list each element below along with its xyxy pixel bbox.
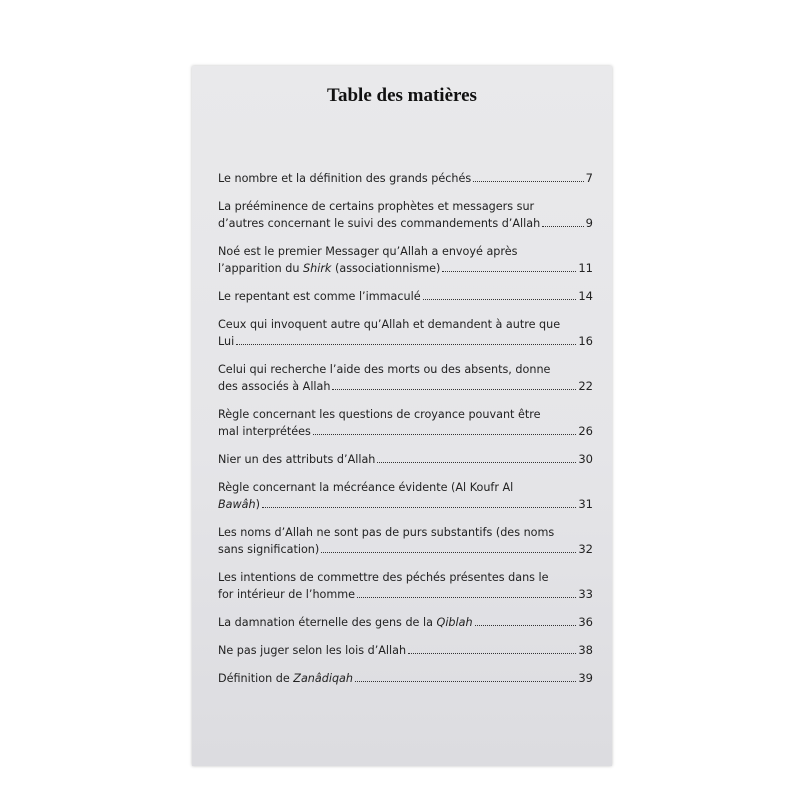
toc-entry — [218, 243, 593, 277]
book-page — [192, 66, 612, 766]
dot-leader — [542, 226, 583, 227]
toc-entry — [218, 524, 593, 558]
page-number: 33 — [578, 587, 593, 601]
toc-entry-title-line: Celui qui recherche l’aide des morts ou des absents, donne — [218, 363, 551, 376]
page-number: 22 — [578, 379, 593, 393]
page-number: 11 — [578, 261, 593, 275]
toc-entry-title-line: Les noms d’Allah ne sont pas de purs substantifs (des noms — [218, 526, 555, 539]
toc-entry-last-line — [218, 614, 593, 631]
toc-entry-text — [218, 170, 471, 187]
toc-entry-text — [218, 215, 540, 232]
toc-entry-text — [218, 642, 406, 659]
toc-entry-text — [218, 260, 440, 277]
toc-entry-text — [218, 541, 319, 558]
page-number: 26 — [578, 424, 593, 438]
toc-entry-text-part: l’apparition du — [218, 262, 304, 275]
toc-entry-text-part: mal interprétées — [218, 425, 311, 438]
page-number: 30 — [578, 452, 593, 466]
toc-entry-last-line — [218, 423, 593, 440]
dot-leader — [377, 462, 576, 463]
dot-leader — [332, 389, 576, 390]
toc-entry-last-line — [218, 215, 593, 232]
dot-leader — [408, 653, 576, 654]
page-number: 14 — [578, 289, 593, 303]
toc-entry-text — [218, 288, 421, 305]
dot-leader — [313, 434, 577, 435]
toc-entry-text — [218, 333, 234, 350]
toc-entry-last-line — [218, 642, 593, 659]
toc-entry-text-part: Le repentant est comme l’immaculé — [218, 290, 421, 303]
toc-list — [218, 170, 593, 698]
page-number: 9 — [585, 216, 593, 230]
toc-entry-text — [218, 496, 260, 513]
dot-leader — [321, 552, 576, 553]
toc-entry — [218, 316, 593, 350]
dot-leader — [355, 681, 576, 682]
toc-entry — [218, 451, 593, 468]
toc-entry-text-part: Ne pas juger selon les lois d’Allah — [218, 644, 407, 657]
toc-entry — [218, 406, 593, 440]
toc-entry-text-part: Définition de — [218, 672, 294, 685]
toc-entry-last-line — [218, 586, 593, 603]
dot-leader — [442, 271, 576, 272]
toc-entry-text-part: La damnation éternelle des gens de la — [218, 616, 437, 629]
toc-entry-last-line — [218, 541, 593, 558]
toc-entry-text-part: (associationnisme) — [331, 262, 441, 275]
toc-entry-last-line — [218, 288, 593, 305]
toc-entry-title-line: La prééminence de certains prophètes et messagers sur — [218, 200, 535, 213]
toc-entry-last-line — [218, 170, 593, 187]
toc-entry — [218, 614, 593, 631]
toc-entry-text — [218, 670, 353, 687]
toc-entry-text — [218, 451, 375, 468]
toc-entry-text-part: ) — [255, 498, 261, 511]
toc-entry — [218, 569, 593, 603]
toc-entry — [218, 642, 593, 659]
toc-entry — [218, 170, 593, 187]
toc-entry-text — [218, 378, 330, 395]
toc-entry-last-line — [218, 451, 593, 468]
page-number: 32 — [578, 542, 593, 556]
page-number: 31 — [578, 497, 593, 511]
toc-entry — [218, 198, 593, 232]
dot-leader — [473, 181, 583, 182]
dot-leader — [423, 299, 577, 300]
toc-entry — [218, 288, 593, 305]
dot-leader — [262, 507, 576, 508]
toc-entry-italic-term: Shirk — [303, 262, 332, 275]
page-number: 36 — [578, 615, 593, 629]
toc-entry-last-line — [218, 378, 593, 395]
toc-entry-text-part: Lui — [218, 335, 235, 348]
toc-entry-italic-term: Zanâdiqah — [293, 672, 354, 685]
toc-entry-text-part: d’autres concernant le suivi des commandements d’Allah — [218, 217, 541, 230]
toc-entry-italic-term: Qiblah — [436, 616, 473, 629]
page-title: Table des matières — [327, 85, 477, 106]
toc-entry-title-line: Règle concernant les questions de croyance pouvant être — [218, 408, 541, 421]
toc-entry-title-line: Les intentions de commettre des péchés présentes dans le — [218, 571, 549, 584]
toc-entry-italic-term: Bawâh — [218, 498, 256, 511]
toc-entry-last-line — [218, 260, 593, 277]
toc-entry-text-part: Nier un des attributs d’Allah — [218, 453, 376, 466]
toc-entry-title-line: Règle concernant la mécréance évidente (Al Koufr Al — [218, 481, 514, 494]
page-number: 38 — [578, 643, 593, 657]
toc-entry-last-line — [218, 670, 593, 687]
toc-entry — [218, 361, 593, 395]
page-number: 16 — [578, 334, 593, 348]
toc-entry-title-line: Noé est le premier Messager qu’Allah a envoyé après — [218, 245, 518, 258]
toc-entry-text-part: Le nombre et la définition des grands péchés — [218, 172, 472, 185]
toc-entry-text — [218, 614, 473, 631]
toc-entry-text-part: sans signification) — [218, 543, 320, 556]
toc-entry-text — [218, 586, 355, 603]
toc-entry-last-line — [218, 333, 593, 350]
page-number: 7 — [585, 171, 593, 185]
toc-entry — [218, 670, 593, 687]
page-number: 39 — [578, 671, 593, 685]
toc-entry-text — [218, 423, 311, 440]
toc-entry-title-line: Ceux qui invoquent autre qu’Allah et demandent à autre que — [218, 318, 561, 331]
dot-leader — [236, 344, 576, 345]
toc-entry — [218, 479, 593, 513]
toc-entry-text-part: for intérieur de l’homme — [218, 588, 356, 601]
toc-entry-last-line — [218, 496, 593, 513]
dot-leader — [357, 597, 576, 598]
dot-leader — [475, 625, 577, 626]
toc-entry-text-part: des associés à Allah — [218, 380, 331, 393]
